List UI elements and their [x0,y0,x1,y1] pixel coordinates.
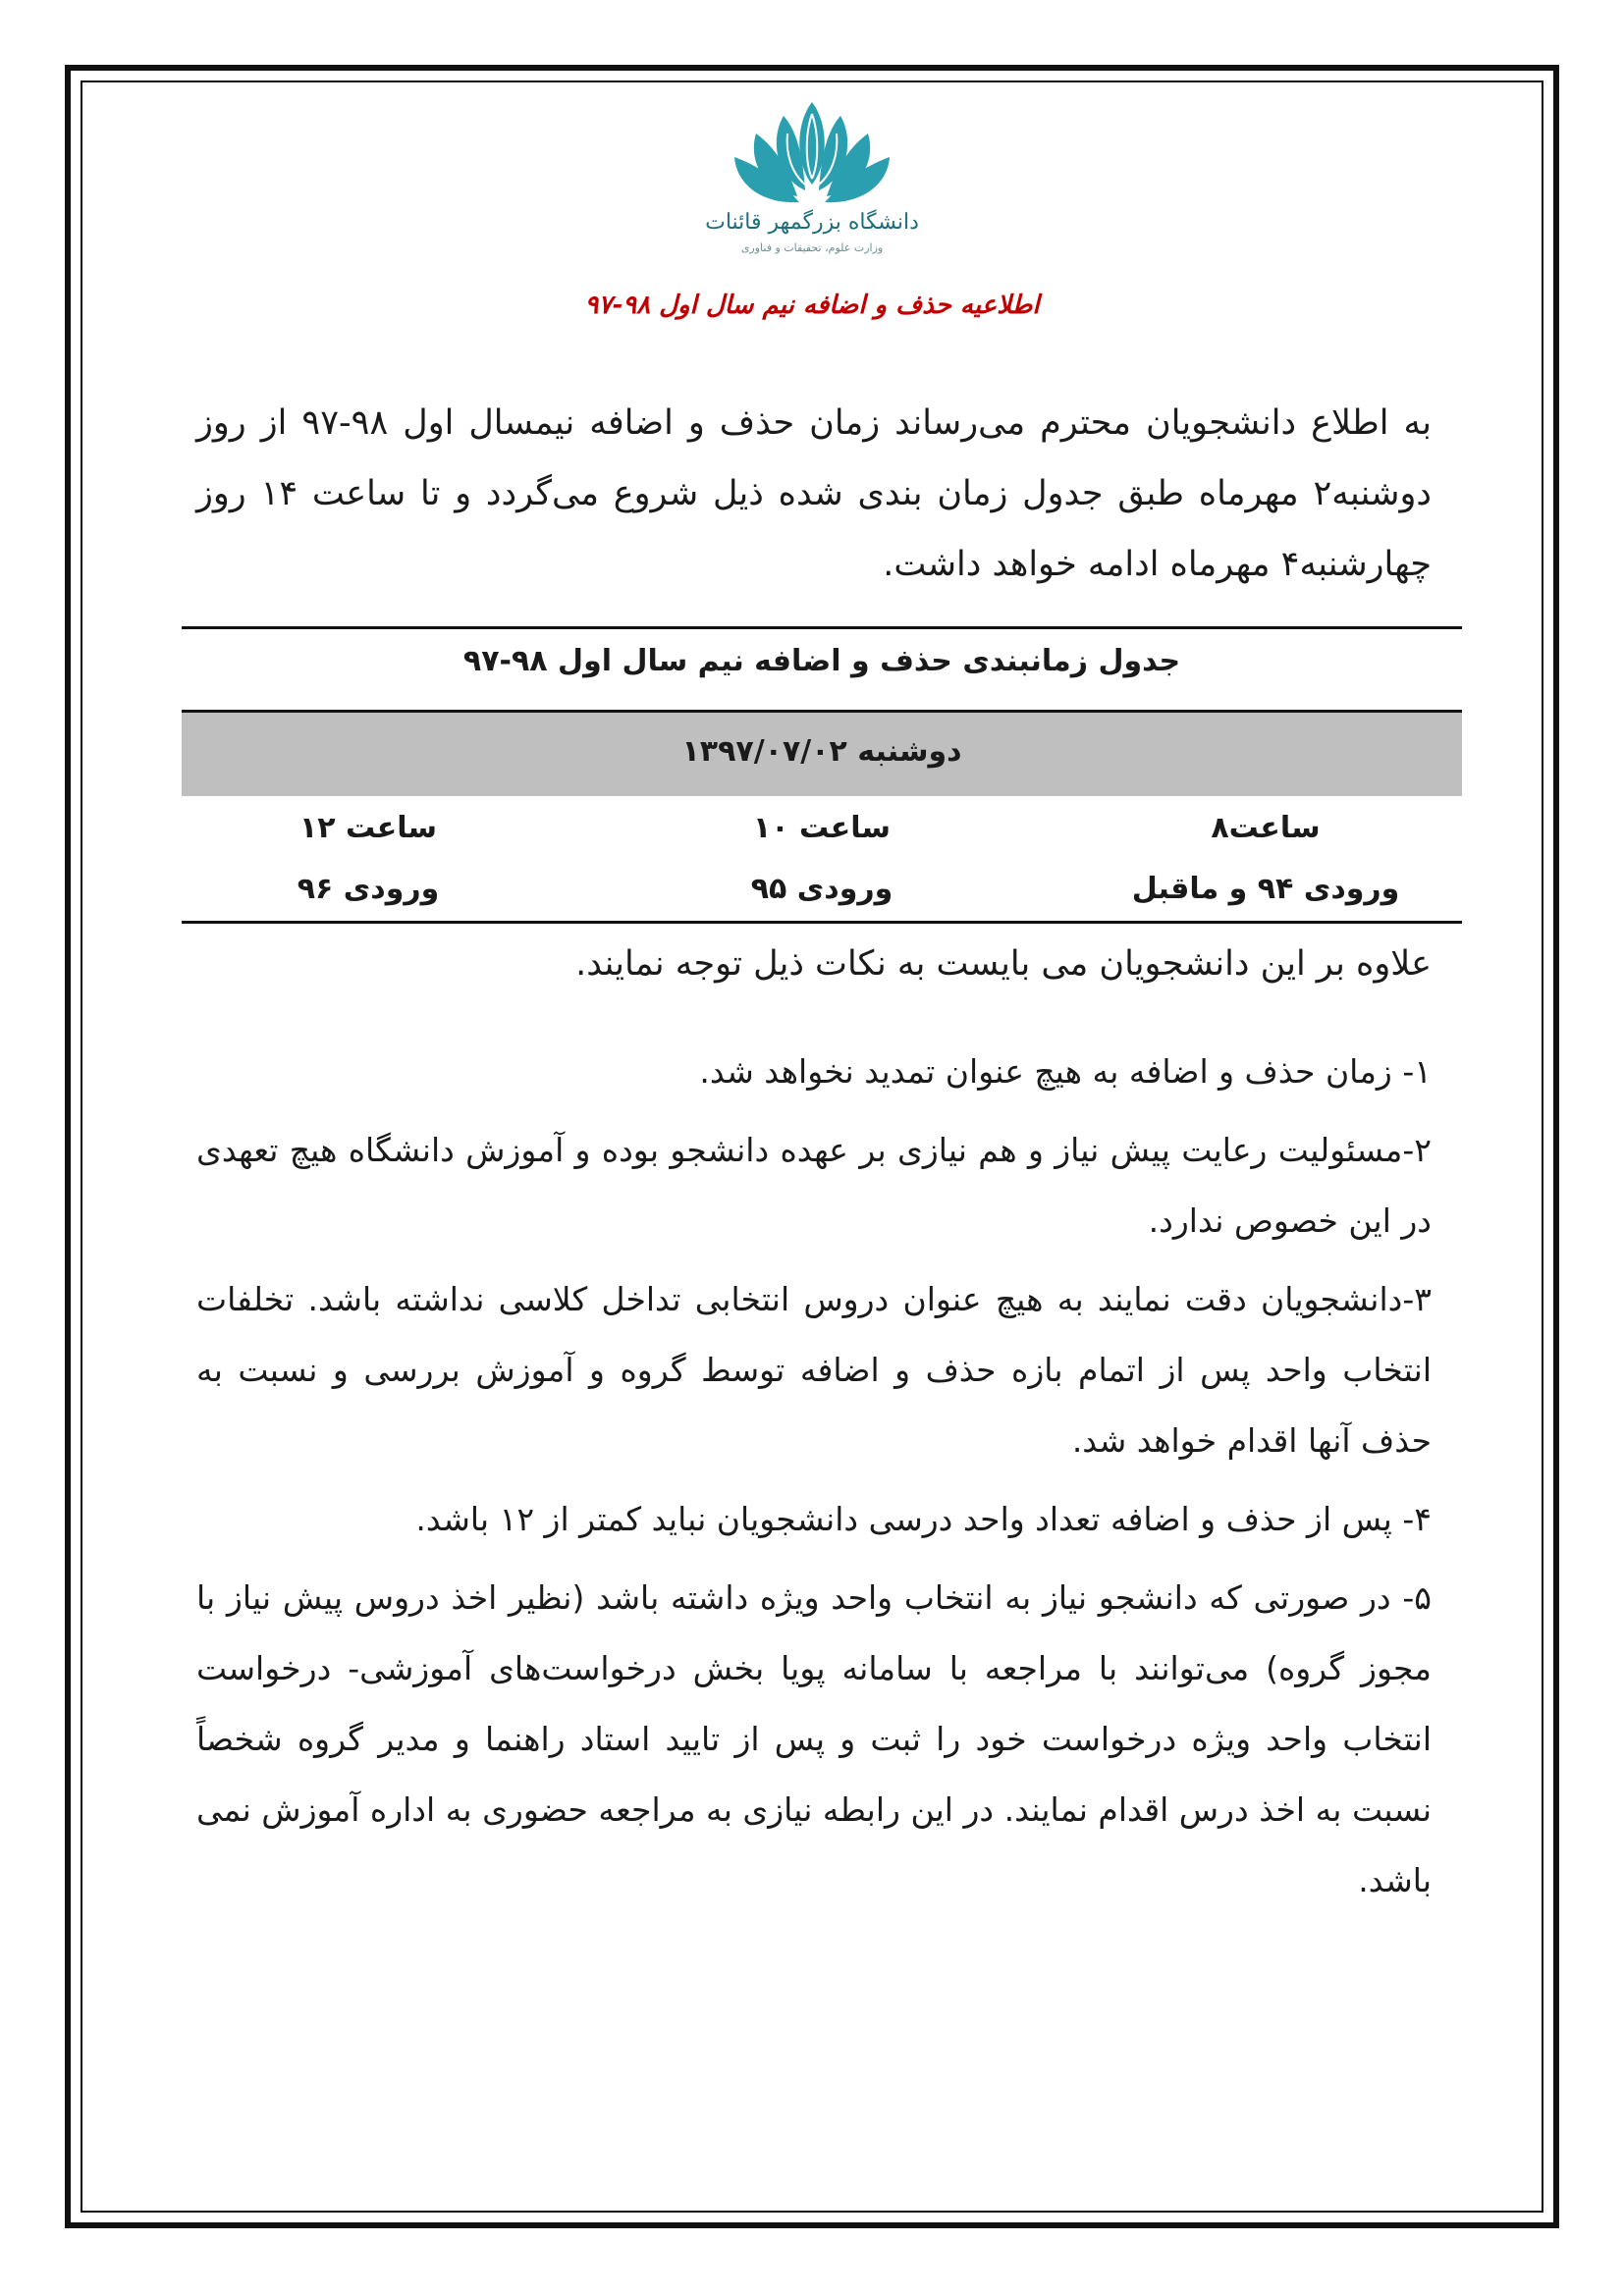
item-number: ۲- [1402,1131,1432,1169]
day-row [182,713,1462,796]
schedule-title: جدول زمانبندی حذف و اضافه نیم سال اول ۹۸-۹۷ [462,644,1181,678]
group-cell: ورودی ۹۴ و ماقبل [1131,872,1400,906]
page-title: اطلاعیه حذف و اضافه نیم سال اول ۹۸-۹۷ [584,291,1040,320]
table-bottom-rule [182,921,1462,924]
list-item [196,1264,1432,1476]
item-text: پس از حذف و اضافه تعداد واحد درسی دانشجویان نباید کمتر از ۱۲ باشد. [415,1500,1403,1538]
notes-intro: علاوه بر این دانشجویان می بایست به نکات ذیل توجه نمایند. [575,944,1432,984]
time-cell: ساعت ۱۲ [298,811,438,845]
list-item [196,1115,1432,1256]
item-text: دانشجویان دقت نمایند به هیچ عنوان دروس انتخابی تداخل کلاسی نداشته باشد. تخلفات انتخاب واحد پس از اتمام بازه حذف و اضافه توسط گروه و آموزش بررسی و نسبت به حذف آنها اقدام خواهد شد. [196,1280,1432,1460]
time-cell: ساعت۸ [1211,811,1321,845]
list-item [196,1484,1432,1555]
intro-paragraph: به اطلاع دانشجویان محترم می‌رساند زمان حذف و اضافه نیمسال اول ۹۸-۹۷ از روز دوشنبه۲ مهرماه طبق جدول زمان بندی شده ذیل شروع می‌گردد و تا ساعت ۱۴ روز چهارشنبه۴ مهرماه ادامه خواهد داشت. [196,403,1432,584]
list-item [196,1563,1432,1916]
item-number: ۵- [1402,1578,1432,1617]
item-text: زمان حذف و اضافه به هیچ عنوان تمدید نخواهد شد. [699,1052,1403,1091]
university-name: دانشگاه بزرگمهر قائنات [705,210,919,235]
item-number: ۱- [1402,1052,1432,1091]
item-number: ۴- [1402,1500,1432,1538]
ministry-name: وزارت علوم، تحقیقات و فناوری [740,241,884,254]
group-cell: ورودی ۹۵ [750,872,893,906]
time-cell: ساعت ۱۰ [752,811,892,845]
list-item [196,1037,1432,1107]
notes-list [196,1037,1432,1924]
table-top-rule [182,626,1462,629]
item-text: در صورتی که دانشجو نیاز به انتخاب واحد ویژه داشته باشد (نظیر اخذ دروس پیش نیاز با مجوز گروه) می‌توانند با مراجعه با سامانه پویا بخش درخواست‌های آموزشی- درخواست انتخاب واحد ویژه درخواست خود را ثبت و پس از تایید استاد راهنما و مدیر گروه شخصاً نسبت به اخذ درس اقدام نمایند. در این رابطه نیازی به مراجعه حضوری به اداره آموزش نمی باشد. [196,1578,1432,1899]
item-number: ۳- [1402,1280,1432,1318]
item-text: مسئولیت رعایت پیش نیاز و هم نیازی بر عهده دانشجو بوده و آموزش دانشگاه هیچ تعهدی در این خصوص ندارد. [196,1131,1432,1240]
day-label: دوشنبه ۱۳۹۷/۰۷/۰۲ [681,734,962,769]
group-cell: ورودی ۹۶ [297,872,440,906]
